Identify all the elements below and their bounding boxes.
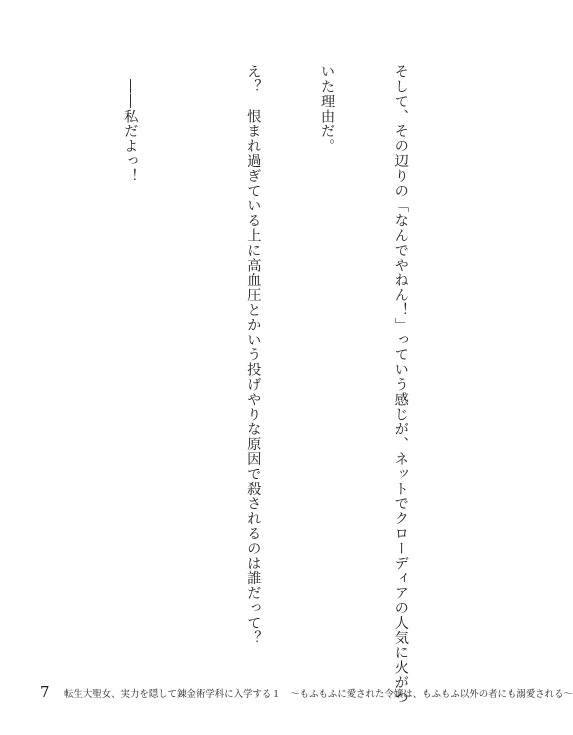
text-line: そして、その辺りの「なんでやねん！」っていう感じが、ネットでクローディアの人気に火がつ (392, 64, 409, 705)
text-line: ――私だよっ！ (122, 64, 139, 184)
page-footer (0, 683, 573, 702)
text-line: いた理由だ。 (319, 64, 336, 154)
running-title: 転生大聖女、実力を隠して錬金術学科に入学する１ 〜もふもふに愛された令嬢は、もふもふ以外の者にも溺愛される〜 (64, 689, 573, 700)
text-line: え？ 恨まれ過ぎている上に高血圧とかいう投げやりな原因で殺されるのは誰だって？ (245, 64, 262, 646)
page-number: 7 (40, 683, 50, 701)
